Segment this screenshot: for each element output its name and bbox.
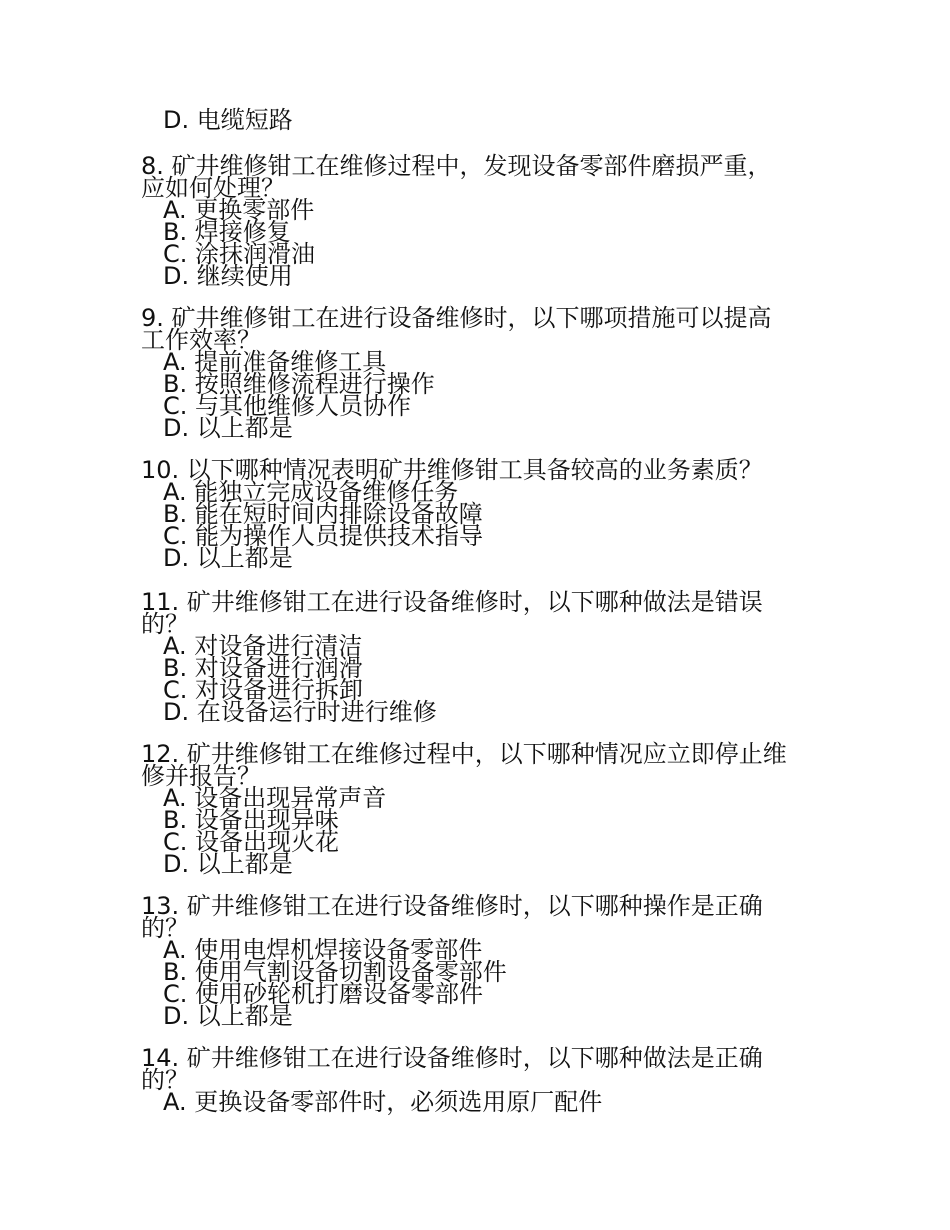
answer-option: D. 以上都是	[163, 1002, 293, 1030]
question-text-line: 应如何处理？	[141, 174, 285, 202]
answer-option: D. 继续使用	[163, 262, 293, 290]
question-text-line: 的？	[141, 610, 189, 638]
answer-option: C. 对设备进行拆卸	[163, 676, 364, 704]
answer-option: B. 对设备进行润滑	[163, 654, 363, 682]
answer-option: D. 以上都是	[163, 414, 293, 442]
answer-option: D. 以上都是	[163, 850, 293, 878]
answer-option: D. 在设备运行时进行维修	[163, 698, 437, 726]
answer-option: B. 焊接修复	[163, 218, 291, 246]
question-text-line: 14. 矿井维修钳工在进行设备维修时，以下哪种做法是正确	[141, 1044, 763, 1072]
answer-option: A. 设备出现异常声音	[163, 784, 387, 812]
question-text-line: 修并报告？	[141, 762, 261, 790]
answer-option: B. 能在短时间内排除设备故障	[163, 500, 483, 528]
question-text-line: 的？	[141, 914, 189, 942]
answer-option: C. 使用砂轮机打磨设备零部件	[163, 980, 484, 1008]
answer-option: A. 使用电焊机焊接设备零部件	[163, 936, 483, 964]
question-text-line: 10. 以下哪种情况表明矿井维修钳工具备较高的业务素质？	[141, 456, 763, 484]
answer-option: C. 设备出现火花	[163, 828, 340, 856]
question-text-line: 9. 矿井维修钳工在进行设备维修时，以下哪项措施可以提高	[141, 304, 772, 332]
answer-option: A. 提前准备维修工具	[163, 348, 387, 376]
answer-option: C. 涂抹润滑油	[163, 240, 316, 268]
answer-option: A. 能独立完成设备维修任务	[163, 478, 459, 506]
answer-option: B. 使用气割设备切割设备零部件	[163, 958, 507, 986]
question-text-line: 13. 矿井维修钳工在进行设备维修时，以下哪种操作是正确	[141, 892, 763, 920]
answer-option: B. 按照维修流程进行操作	[163, 370, 435, 398]
answer-option: C. 与其他维修人员协作	[163, 392, 412, 420]
answer-option: D. 以上都是	[163, 544, 293, 572]
answer-option: A. 更换设备零部件时，必须选用原厂配件	[163, 1088, 603, 1116]
answer-option: C. 能为操作人员提供技术指导	[163, 522, 484, 550]
answer-option: B. 设备出现异味	[163, 806, 339, 834]
question-text-line: 的？	[141, 1066, 189, 1094]
question-text-line: 8. 矿井维修钳工在维修过程中，发现设备零部件磨损严重，	[141, 152, 772, 180]
question-text-line: 12. 矿井维修钳工在维修过程中，以下哪种情况应立即停止维	[141, 740, 787, 768]
question-text-line: 11. 矿井维修钳工在进行设备维修时，以下哪种做法是错误	[141, 588, 763, 616]
answer-option: A. 更换零部件	[163, 196, 315, 224]
answer-option: A. 对设备进行清洁	[163, 632, 363, 660]
question-text-line: 工作效率？	[141, 326, 261, 354]
answer-option: D. 电缆短路	[163, 106, 293, 134]
